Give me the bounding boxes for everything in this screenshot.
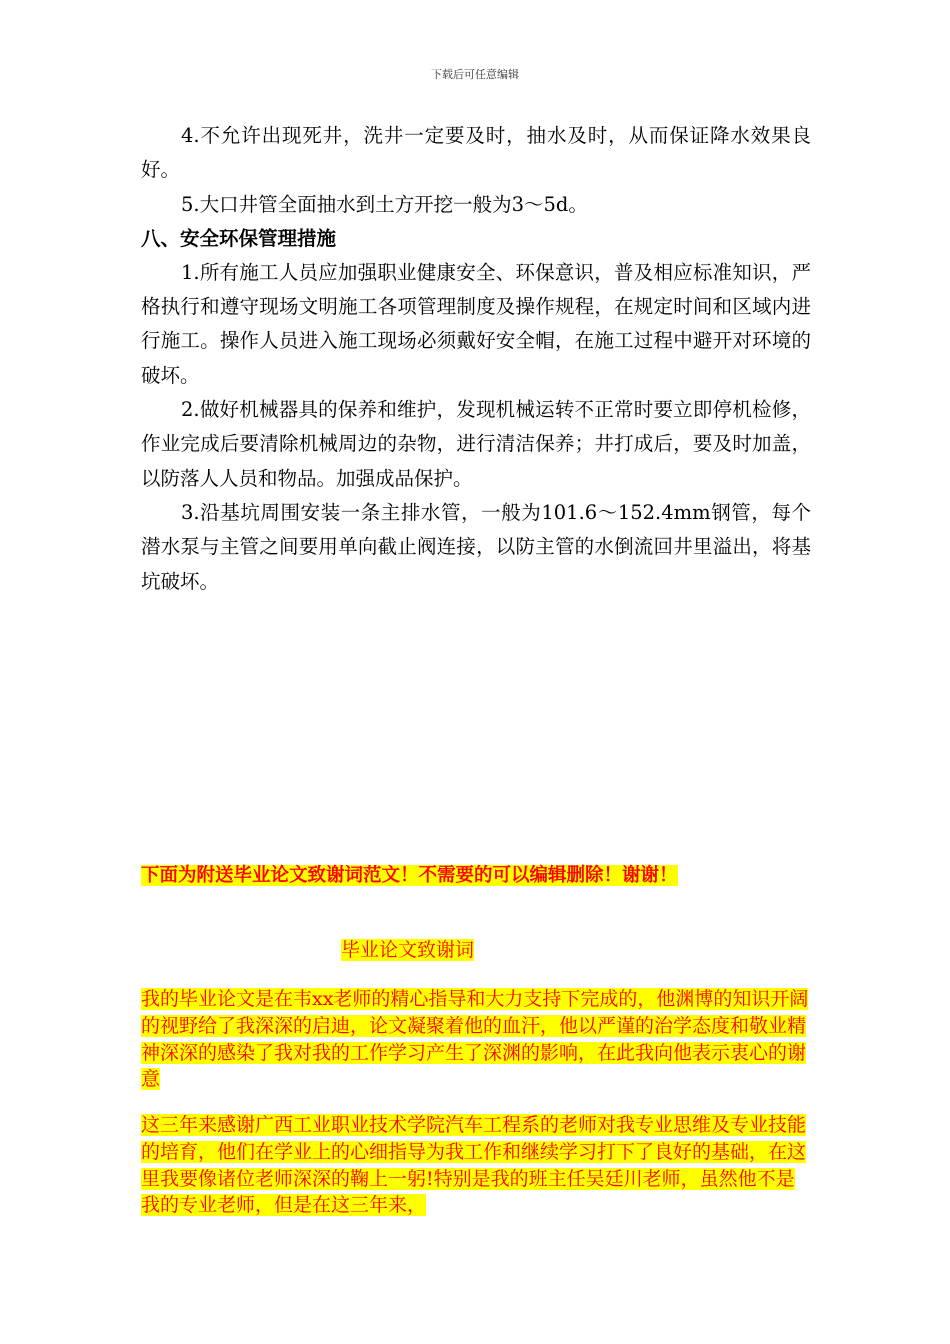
section-8-heading: 八、安全环保管理措施: [141, 226, 337, 250]
ack-paragraph-1-wrapper: [141, 986, 811, 1093]
page-header: 下载后可任意编辑: [431, 68, 519, 81]
ack-paragraph-1: 我的毕业论文是在韦xx老师的精心指导和大力支持下完成的，他渊博的知识开阔的视野给了我深深的启迪，论文凝聚着他的血汗，他以严谨的治学态度和敬业精神深深的感染了我对我的工作学习产生了深渊的影响，在此我向他表示衷心的谢意: [141, 988, 809, 1091]
section-8-paragraph-3: 3.沿基坑周围安装一条主排水管，一般为101.6～152.4mm钢管，每个潜水泵与主管之间要用单向截止阀连接，以防主管的水倒流回井里溢出，将基坑破坏。: [141, 500, 811, 593]
appendix-notice-wrapper: [141, 861, 811, 891]
ack-paragraph-2-wrapper: [141, 1112, 811, 1219]
main-text: [141, 119, 811, 599]
section-8-paragraph-2: 2.做好机械器具的保养和维护，发现机械运转不正常时要立即停机检修，作业完成后要清除机械周边的杂物，进行清洁保养；井打成后，要及时加盖，以防落人人员和物品。加强成品保护。: [141, 398, 811, 490]
ack-title: 毕业论文致谢词: [341, 939, 475, 961]
ack-title-wrapper: [341, 936, 474, 964]
paragraph-5: 5.大口井管全面抽水到土方开挖一般为3～5d。: [181, 192, 588, 216]
ack-paragraph-2: 这三年来感谢广西工业职业技术学院汽车工程系的老师对我专业思维及专业技能的培育，他们在学业上的心细指导为我工作和继续学习打下了良好的基础，在这里我要像诸位老师深深的鞠上一躬!特别是我的班主任吴廷川老师，虽然他不是我的专业老师，但是在这三年来，: [141, 1114, 807, 1217]
paragraph-4: 4.不允许出现死井，洗井一定要及时，抽水及时，从而保证降水效果良好。: [141, 124, 811, 182]
appendix-notice: 下面为附送毕业论文致谢词范文！不需要的可以编辑删除！谢谢！: [141, 865, 678, 886]
section-8-paragraph-1: 1.所有施工人员应加强职业健康安全、环保意识，普及相应标准知识，严格执行和遵守现场文明施工各项管理制度及操作规程，在规定时间和区域内进行施工。操作人员进入施工现场必须戴好安全帽，在施工过程中避开对环境的破坏。: [141, 260, 811, 387]
